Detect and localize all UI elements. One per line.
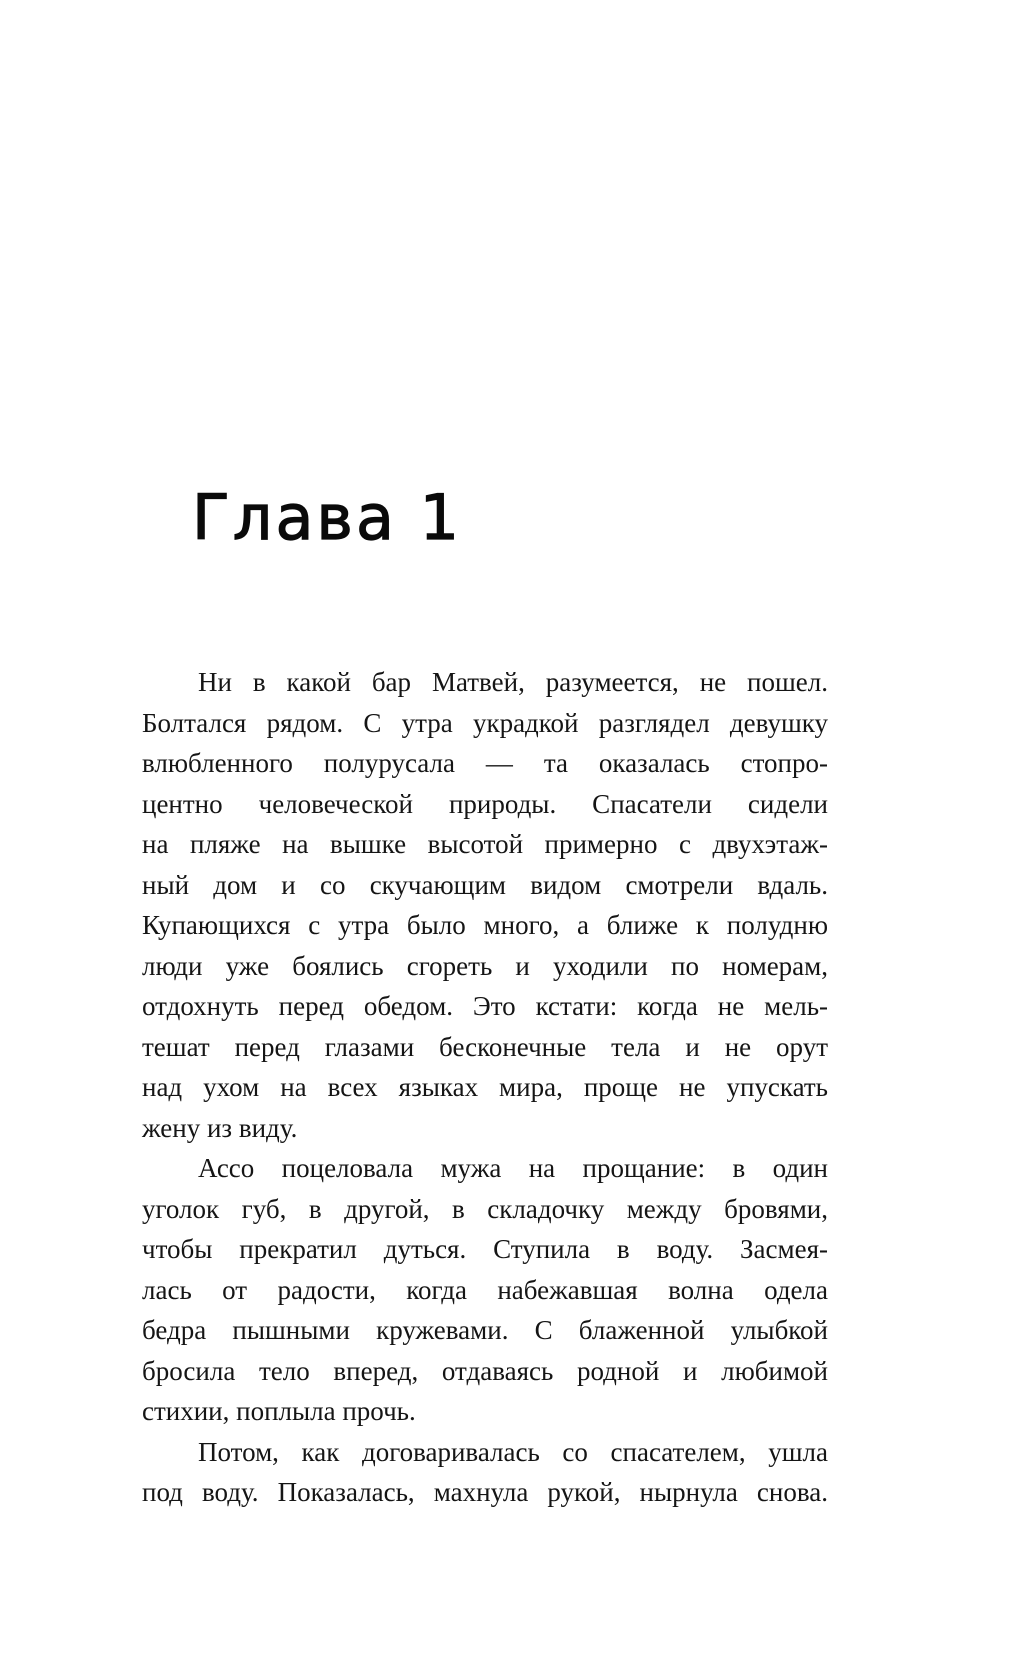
text-line: Ни в какой бар Матвей, разумеется, не пошел. xyxy=(198,667,828,697)
text-line: бедра пышными кружевами. С блаженной улыбкой xyxy=(142,1315,828,1345)
chapter-body xyxy=(142,662,828,1513)
text-line: ный дом и со скучающим видом смотрели вдаль. xyxy=(142,869,828,900)
text-line: над ухом на всех языках мира, проще не упускать xyxy=(142,1072,828,1102)
text-line: влюбленного полурусала — та оказалась стопро- xyxy=(142,748,828,778)
text-line: тешат перед глазами бесконечные тела и не орут xyxy=(142,1031,828,1062)
text-line: на пляже на вышке высотой примерно с двухэтаж- xyxy=(142,829,828,859)
text-line: Ассо поцеловала мужа на прощание: в один xyxy=(198,1153,828,1183)
text-line: лась от радости, когда набежавшая волна одела xyxy=(142,1274,828,1305)
text-line: отдохнуть перед обедом. Это кстати: когда не мель- xyxy=(142,991,828,1021)
text-line: уголок губ, в другой, в складочку между бровями, xyxy=(142,1193,828,1224)
text-line: бросила тело вперед, отдаваясь родной и любимой xyxy=(142,1355,828,1386)
text-line: Потом, как договаривалась со спасателем, ушла xyxy=(198,1436,828,1467)
text-line: центно человеческой природы. Спасатели сидели xyxy=(142,788,828,819)
text-line: под воду. Показалась, махнула рукой, нырнула снова. xyxy=(142,1477,828,1507)
chapter-title: Глава 1 xyxy=(192,481,463,554)
text-line: чтобы прекратил дуться. Ступила в воду. Засмея- xyxy=(142,1234,828,1264)
text-line: Болтался рядом. С утра украдкой разглядел девушку xyxy=(142,707,828,738)
paragraph-2 xyxy=(142,1148,828,1432)
text-line: стихии, поплыла прочь. xyxy=(142,1396,416,1426)
text-line: люди уже боялись сгореть и уходили по номерам, xyxy=(142,950,828,981)
paragraph-1 xyxy=(142,662,828,1148)
paragraph-3 xyxy=(142,1432,828,1513)
text-line: жену из виду. xyxy=(142,1112,298,1143)
text-line: Купающихся с утра было много, а ближе к полудню xyxy=(142,910,828,940)
